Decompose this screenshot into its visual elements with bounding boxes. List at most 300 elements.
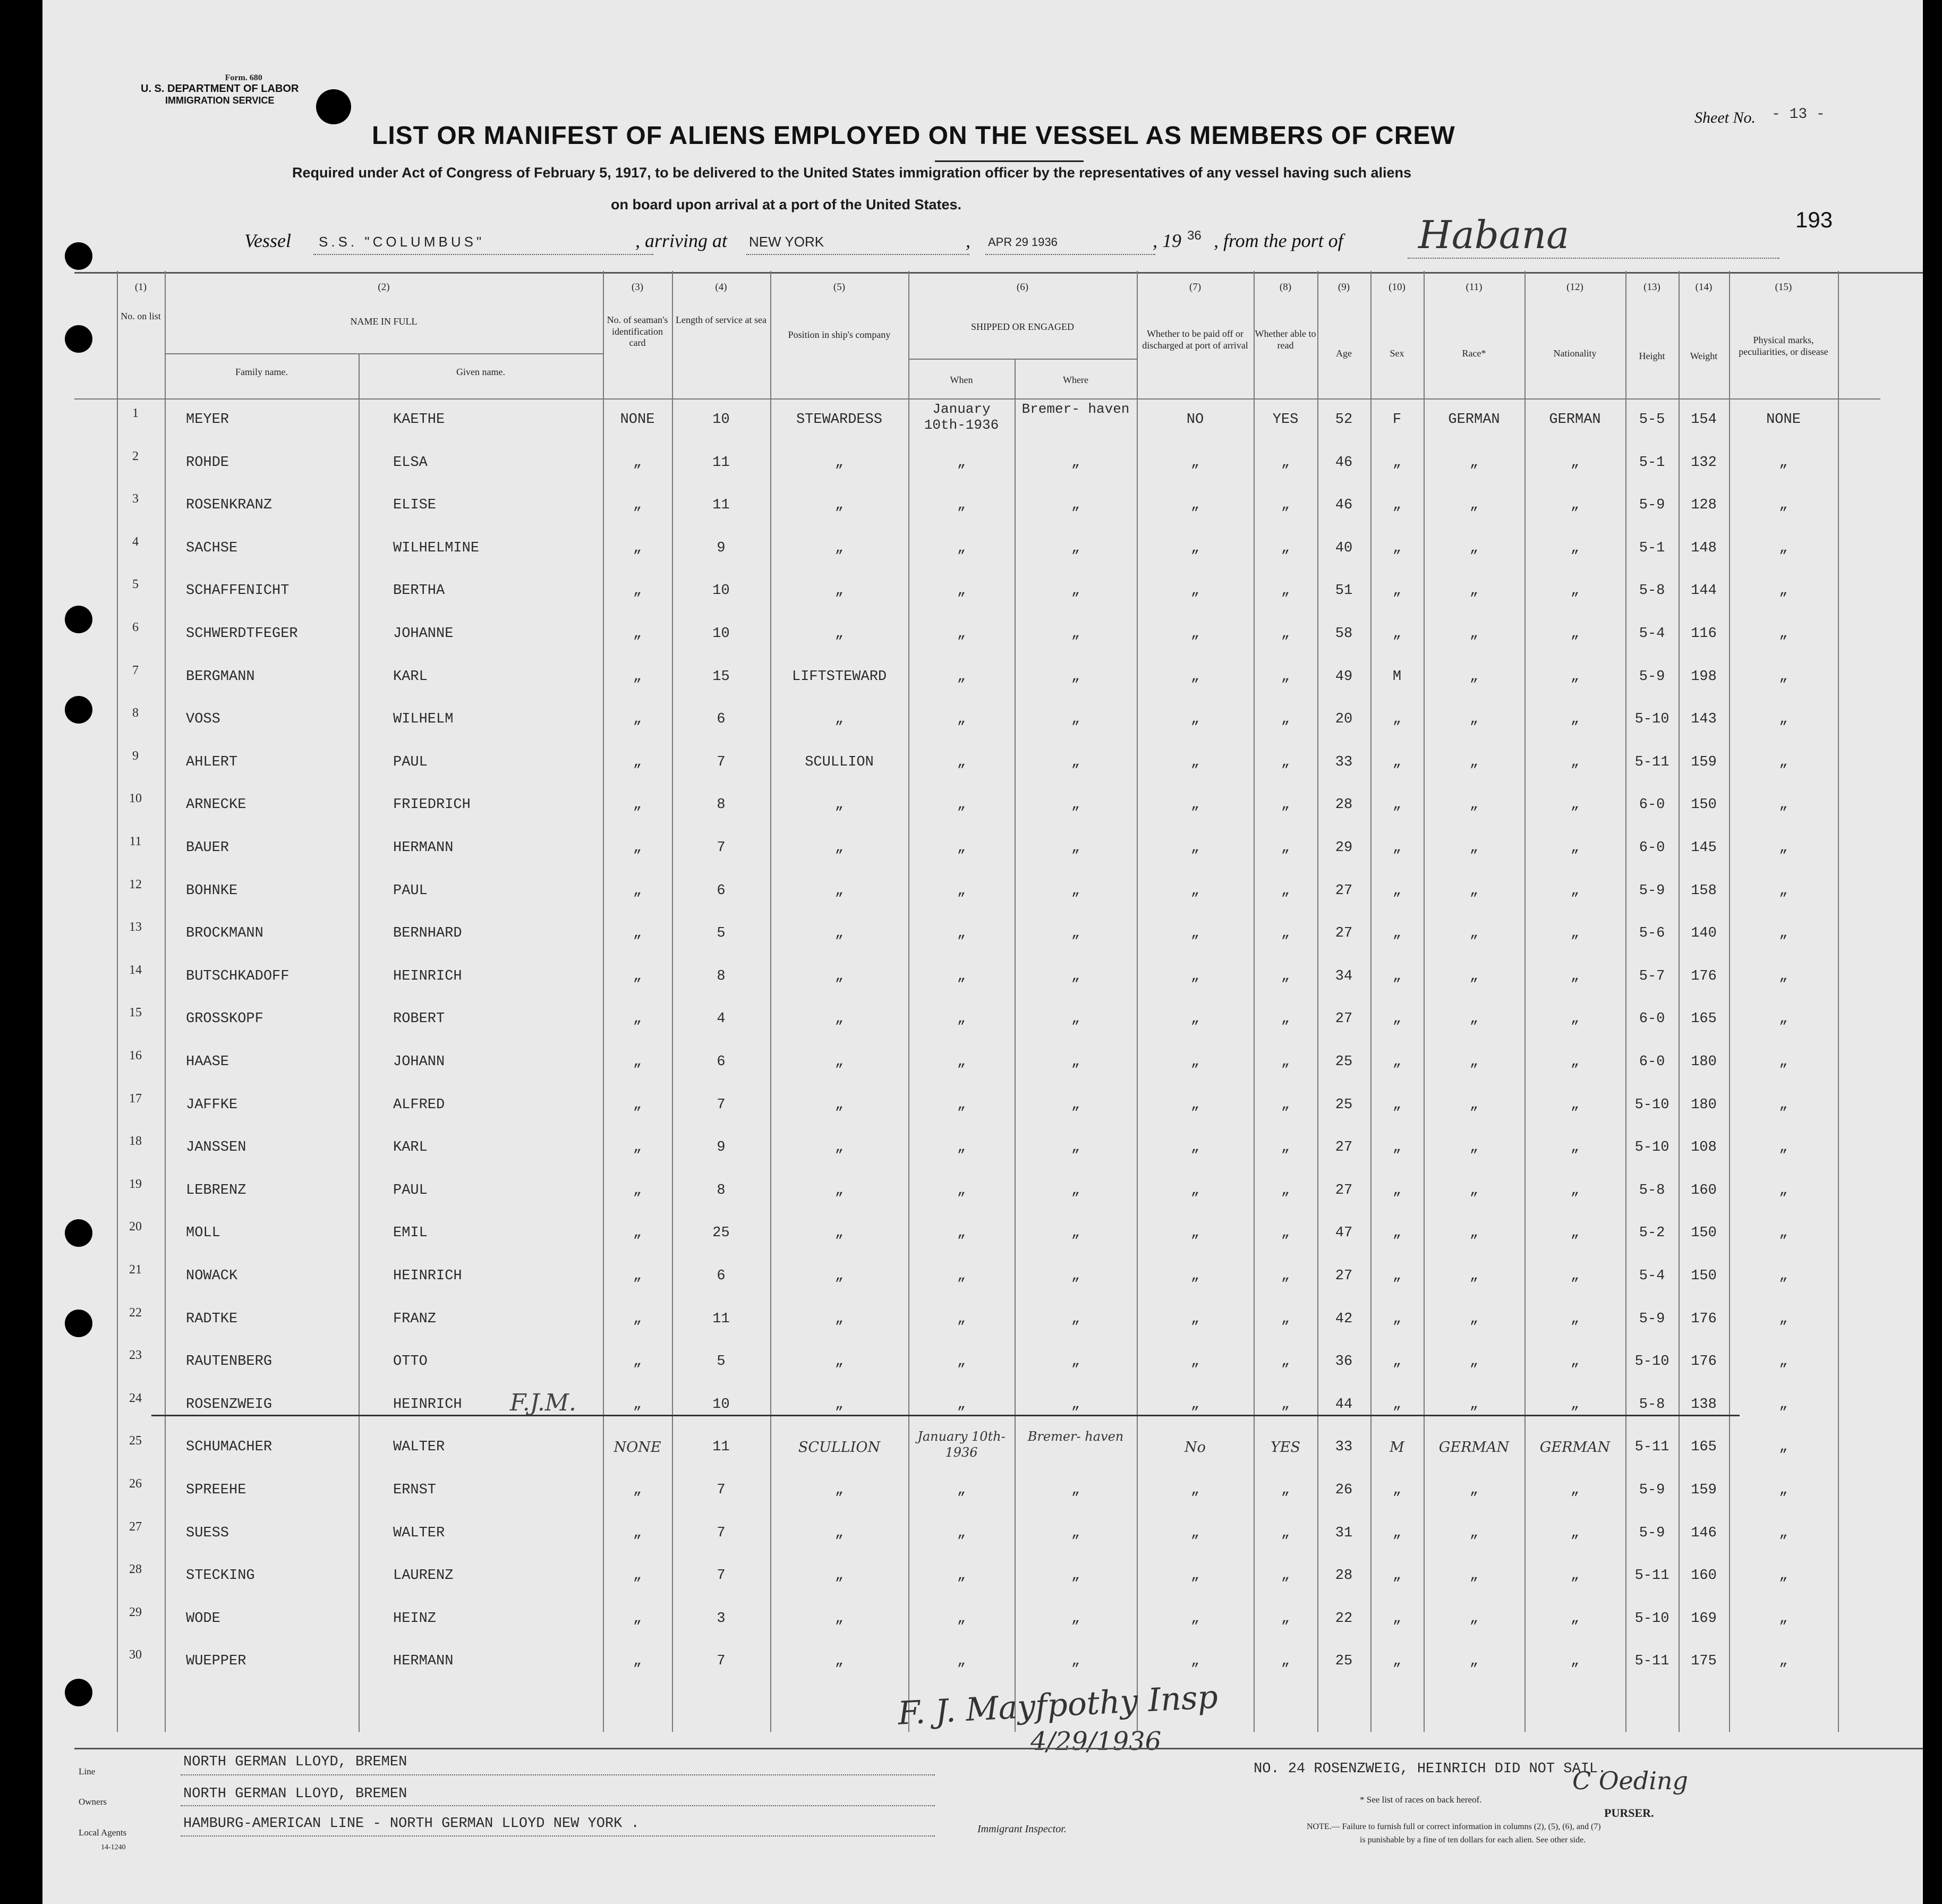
weight-cell: 158 — [1691, 882, 1717, 899]
weight-cell: 176 — [1691, 1311, 1717, 1327]
id-card-cell: NONE — [620, 412, 655, 428]
purser-signature: C Oeding — [1572, 1766, 1688, 1795]
given-name-cell: OTTO — [393, 1354, 428, 1370]
given-name-cell: EMIL — [393, 1225, 428, 1242]
position-cell: „ — [834, 626, 844, 642]
shipped-when-cell: „ — [957, 497, 966, 514]
family-name-cell: HAASE — [186, 1054, 229, 1070]
height-cell: 5-10 — [1634, 1610, 1670, 1627]
row-number: 25 — [129, 1434, 142, 1448]
dotted-line — [1408, 258, 1779, 259]
shipped-where-cell: „ — [1071, 1268, 1080, 1284]
weight-cell: 143 — [1691, 711, 1717, 728]
physical-marks-cell: „ — [1779, 1268, 1788, 1284]
shipped-where-cell: „ — [1071, 1653, 1080, 1670]
weight-cell: 150 — [1691, 1268, 1717, 1284]
age-cell: 28 — [1335, 1568, 1353, 1584]
column-divider — [1137, 271, 1138, 1732]
sex-cell: „ — [1392, 1011, 1402, 1027]
column-number: (12) — [1566, 282, 1583, 293]
able-read-cell: „ — [1281, 626, 1290, 642]
race-cell: „ — [1469, 583, 1479, 599]
age-cell: 28 — [1335, 797, 1353, 813]
age-cell: 27 — [1335, 882, 1353, 899]
family-name-cell: SCHWERDTFEGER — [186, 626, 298, 642]
row-number: 10 — [129, 792, 142, 806]
sex-cell: „ — [1392, 882, 1402, 899]
shipped-where-cell: „ — [1071, 1140, 1080, 1156]
service-length-cell: 6 — [717, 1054, 726, 1070]
height-cell: 5-6 — [1639, 925, 1665, 942]
row-number: 1 — [132, 406, 139, 420]
race-cell: „ — [1469, 1182, 1479, 1198]
header-name-in-full: NAME IN FULL — [350, 316, 418, 327]
shipped-when-cell: „ — [957, 1182, 966, 1198]
physical-marks-cell: „ — [1779, 1653, 1788, 1670]
sex-cell: „ — [1392, 1396, 1402, 1413]
column-divider — [1524, 271, 1526, 1732]
shipped-where-cell: „ — [1071, 626, 1080, 642]
service-length-cell: 4 — [717, 1011, 726, 1027]
row-number: 15 — [129, 1006, 142, 1020]
position-cell: „ — [834, 454, 844, 471]
nationality-cell: „ — [1570, 1525, 1580, 1541]
height-cell: 5-11 — [1634, 1439, 1670, 1456]
shipped-when-cell: „ — [957, 583, 966, 599]
race-cell: „ — [1469, 968, 1479, 984]
race-cell: „ — [1469, 497, 1479, 514]
shipped-when-cell: „ — [957, 1568, 966, 1584]
id-card-cell: „ — [633, 1653, 642, 1670]
column-number: (14) — [1695, 282, 1713, 293]
family-name-cell: RADTKE — [186, 1311, 238, 1327]
physical-marks-cell: „ — [1779, 1439, 1788, 1456]
position-cell: „ — [834, 1011, 844, 1027]
shipped-when-cell: „ — [957, 454, 966, 471]
punch-hole — [316, 89, 351, 124]
weight-cell: 154 — [1691, 412, 1717, 428]
shipped-where-cell: „ — [1071, 1225, 1080, 1242]
position-cell: STEWARDESS — [796, 412, 883, 428]
age-cell: 46 — [1335, 454, 1353, 471]
family-name-cell: MOLL — [186, 1225, 220, 1242]
service-length-cell: 6 — [717, 1268, 726, 1284]
nationality-cell: „ — [1570, 1354, 1580, 1370]
paid-off-cell: „ — [1190, 840, 1200, 856]
family-name-cell: SPREEHE — [186, 1482, 246, 1498]
line-value: NORTH GERMAN LLOYD, BREMEN — [183, 1754, 407, 1770]
given-name-cell: LAURENZ — [393, 1568, 454, 1584]
departure-port: Habana — [1418, 212, 1570, 257]
punch-hole — [65, 1679, 92, 1706]
id-card-cell: „ — [633, 1054, 642, 1070]
able-read-cell: „ — [1281, 925, 1290, 942]
line-label: Line — [79, 1766, 96, 1776]
id-card-cell: „ — [633, 1268, 642, 1284]
family-name-cell: STECKING — [186, 1568, 255, 1584]
weight-cell: 116 — [1691, 626, 1717, 642]
physical-marks-cell: „ — [1779, 1096, 1788, 1113]
nationality-cell: „ — [1570, 1568, 1580, 1584]
header-age: Age — [1336, 348, 1352, 359]
shipped-when-cell: „ — [957, 840, 966, 856]
paid-off-cell: „ — [1190, 1610, 1200, 1627]
paid-off-cell: „ — [1190, 1054, 1200, 1070]
family-name-cell: WUEPPER — [186, 1653, 246, 1670]
height-cell: 5-9 — [1639, 1525, 1665, 1541]
race-cell: „ — [1469, 1096, 1479, 1113]
physical-marks-cell: „ — [1779, 840, 1788, 856]
header-bottom-border — [74, 398, 1880, 400]
nationality-cell: „ — [1570, 1268, 1580, 1284]
header-race: Race* — [1462, 348, 1486, 359]
paid-off-cell: „ — [1190, 882, 1200, 899]
shipped-subheader-line — [908, 359, 1137, 360]
race-cell: „ — [1469, 626, 1479, 642]
races-note: * See list of races on back hereof. — [1360, 1795, 1482, 1805]
physical-marks-cell: „ — [1779, 668, 1788, 685]
id-card-cell: „ — [633, 454, 642, 471]
age-cell: 40 — [1335, 540, 1353, 556]
physical-marks-cell: „ — [1779, 626, 1788, 642]
family-name-cell: BUTSCHKADOFF — [186, 968, 289, 984]
position-cell: LIFTSTEWARD — [791, 668, 887, 685]
physical-marks-cell: „ — [1779, 497, 1788, 514]
nationality-cell: „ — [1570, 925, 1580, 942]
paid-off-cell: „ — [1190, 1568, 1200, 1584]
family-name-cell: BAUER — [186, 840, 229, 856]
service-length-cell: 7 — [717, 1525, 726, 1541]
year-suffix: 36 — [1187, 228, 1202, 243]
paid-off-cell: „ — [1190, 454, 1200, 471]
service-length-cell: 5 — [717, 1354, 726, 1370]
column-divider — [1424, 271, 1425, 1732]
family-name-cell: LEBRENZ — [186, 1182, 246, 1198]
purser-label: PURSER. — [1604, 1806, 1654, 1820]
able-read-cell: „ — [1281, 1482, 1290, 1498]
race-cell: „ — [1469, 454, 1479, 471]
age-cell: 27 — [1335, 1140, 1353, 1156]
race-cell: „ — [1469, 711, 1479, 728]
column-divider — [165, 271, 166, 1732]
shipped-where-cell: „ — [1071, 1610, 1080, 1627]
given-name-cell: KAETHE — [393, 412, 445, 428]
shipped-where-cell: „ — [1071, 711, 1080, 728]
paid-off-cell: „ — [1190, 797, 1200, 813]
paid-off-cell: „ — [1190, 1354, 1200, 1370]
paid-off-cell: „ — [1190, 1140, 1200, 1156]
height-cell: 6-0 — [1639, 1054, 1665, 1070]
shipped-where-cell: „ — [1071, 668, 1080, 685]
id-card-cell: „ — [633, 668, 642, 685]
row-number: 21 — [129, 1263, 142, 1277]
shipped-where-cell: „ — [1071, 1396, 1080, 1413]
family-name-cell: RAUTENBERG — [186, 1354, 272, 1370]
shipped-where-cell: „ — [1071, 1525, 1080, 1541]
race-cell: „ — [1469, 668, 1479, 685]
sex-cell: M — [1392, 668, 1402, 685]
height-cell: 5-11 — [1634, 754, 1670, 770]
sex-cell: „ — [1392, 1054, 1402, 1070]
age-cell: 27 — [1335, 925, 1353, 942]
id-card-cell: NONE — [614, 1439, 661, 1456]
nationality-cell: „ — [1570, 1482, 1580, 1498]
sheet-label: Sheet No. — [1694, 109, 1756, 126]
height-cell: 5-7 — [1639, 968, 1665, 984]
weight-cell: 144 — [1691, 583, 1717, 599]
given-name-cell: JOHANNE — [393, 626, 454, 642]
row-number: 26 — [129, 1477, 142, 1491]
row-number: 7 — [132, 663, 139, 677]
nationality-cell: „ — [1570, 1182, 1580, 1198]
column-divider — [672, 271, 673, 1732]
sex-cell: M — [1390, 1439, 1404, 1456]
row-number: 6 — [132, 620, 139, 634]
age-cell: 58 — [1335, 626, 1353, 642]
age-cell: 47 — [1335, 1225, 1353, 1242]
physical-marks-cell: „ — [1779, 882, 1788, 899]
id-card-cell: „ — [633, 1354, 642, 1370]
sex-cell: „ — [1392, 840, 1402, 856]
column-divider — [1679, 271, 1680, 1732]
column-number: (11) — [1466, 282, 1483, 293]
position-cell: „ — [834, 1182, 844, 1198]
subtitle-line-2: on board upon arrival at a port of the United States. — [611, 197, 962, 212]
position-cell: „ — [834, 540, 844, 556]
given-name-cell: ELSA — [393, 454, 428, 471]
physical-marks-cell: „ — [1779, 1054, 1788, 1070]
column-divider — [603, 271, 604, 1732]
position-cell: „ — [834, 711, 844, 728]
weight-cell: 165 — [1691, 1011, 1717, 1027]
shipped-when-cell: „ — [957, 1011, 966, 1027]
nationality-cell: GERMAN — [1549, 412, 1601, 428]
shipped-where-cell: „ — [1071, 840, 1080, 856]
given-name-cell: HERMANN — [393, 840, 454, 856]
given-name-cell: HEINRICH — [393, 1268, 462, 1284]
service-length-cell: 7 — [717, 1653, 726, 1670]
manifest-sheet — [42, 0, 1923, 1904]
arriving-label: , arriving at — [635, 230, 728, 251]
sex-cell: „ — [1392, 1653, 1402, 1670]
arrival-date-stamp: APR 29 1936 — [988, 235, 1058, 249]
given-name-cell: KARL — [393, 668, 428, 685]
race-cell: „ — [1469, 1140, 1479, 1156]
id-card-cell: „ — [633, 1525, 642, 1541]
id-card-cell: „ — [633, 711, 642, 728]
shipped-when-cell: „ — [957, 1311, 966, 1327]
header-position: Position in ship's company — [788, 329, 891, 340]
weight-cell: 128 — [1691, 497, 1717, 514]
able-read-cell: „ — [1281, 840, 1290, 856]
weight-cell: 150 — [1691, 1225, 1717, 1242]
given-name-cell: ERNST — [393, 1482, 437, 1498]
shipped-where-cell: „ — [1071, 1568, 1080, 1584]
age-cell: 42 — [1335, 1311, 1353, 1327]
paid-off-cell: „ — [1190, 754, 1200, 770]
nationality-cell: „ — [1570, 1096, 1580, 1113]
header-when: When — [950, 375, 973, 385]
weight-cell: 180 — [1691, 1096, 1717, 1113]
row-number: 29 — [129, 1605, 142, 1619]
race-cell: „ — [1469, 1653, 1479, 1670]
able-read-cell: „ — [1281, 1140, 1290, 1156]
owners-label: Owners — [79, 1797, 107, 1807]
given-name-cell: PAUL — [393, 1182, 428, 1198]
given-name-cell: HERMANN — [393, 1653, 454, 1670]
physical-marks-cell: „ — [1779, 1610, 1788, 1627]
penalty-note-1: NOTE.— Failure to furnish full or correct information in columns (2), (5), (6), and (7) — [1307, 1822, 1601, 1831]
able-read-cell: „ — [1281, 1525, 1290, 1541]
family-name-cell: BOHNKE — [186, 882, 238, 899]
header-length-service: Length of service at sea — [676, 314, 766, 325]
able-read-cell: „ — [1281, 882, 1290, 899]
arrival-port: NEW YORK — [749, 234, 824, 250]
race-cell: GERMAN — [1448, 412, 1500, 428]
family-name-cell: ROSENKRANZ — [186, 497, 272, 514]
shipped-when-cell: „ — [957, 1054, 966, 1070]
height-cell: 5-10 — [1634, 1096, 1670, 1113]
paid-off-cell: NO — [1186, 412, 1204, 428]
row-number: 17 — [129, 1091, 142, 1106]
position-cell: „ — [834, 925, 844, 942]
paid-off-cell: „ — [1190, 1525, 1200, 1541]
row-number: 27 — [129, 1519, 142, 1534]
service-length-cell: 6 — [717, 882, 726, 899]
shipped-where-cell: „ — [1071, 583, 1080, 599]
given-name-cell: WALTER — [393, 1439, 445, 1456]
race-cell: „ — [1469, 1054, 1479, 1070]
column-number: (8) — [1279, 282, 1292, 293]
header-weight: Weight — [1690, 351, 1718, 361]
service-length-cell: 15 — [712, 668, 730, 685]
sex-cell: „ — [1392, 711, 1402, 728]
nationality-cell: „ — [1570, 1653, 1580, 1670]
physical-marks-cell: „ — [1779, 1182, 1788, 1198]
owners-value: NORTH GERMAN LLOYD, BREMEN — [183, 1786, 407, 1802]
family-name-cell: ROSENZWEIG — [186, 1396, 272, 1413]
header-paid-off: Whether to be paid off or discharged at port of arrival — [1142, 328, 1248, 351]
shipped-where-cell: „ — [1071, 540, 1080, 556]
column-divider — [908, 271, 909, 1732]
shipped-when-cell: January 10th-1936 — [924, 401, 999, 433]
nationality-cell: „ — [1570, 454, 1580, 471]
able-read-cell: „ — [1281, 754, 1290, 770]
shipped-where-cell: „ — [1071, 1354, 1080, 1370]
shipped-where-cell: „ — [1071, 454, 1080, 471]
shipped-where-cell: „ — [1071, 968, 1080, 984]
position-cell: „ — [834, 1140, 844, 1156]
family-name-cell: BERGMANN — [186, 668, 255, 685]
id-card-cell: „ — [633, 968, 642, 984]
shipped-where-cell: „ — [1071, 1311, 1080, 1327]
page-number: 193 — [1795, 207, 1833, 232]
able-read-cell: YES — [1270, 1439, 1301, 1456]
able-read-cell: „ — [1281, 1011, 1290, 1027]
paid-off-cell: „ — [1190, 711, 1200, 728]
height-cell: 5-2 — [1639, 1225, 1665, 1242]
sex-cell: „ — [1392, 583, 1402, 599]
column-number: (5) — [833, 282, 846, 293]
age-cell: 26 — [1335, 1482, 1353, 1498]
paid-off-cell: „ — [1190, 626, 1200, 642]
header-sex: Sex — [1390, 348, 1404, 359]
able-read-cell: „ — [1281, 540, 1290, 556]
height-cell: 5-8 — [1639, 1396, 1665, 1413]
given-name-cell: PAUL — [393, 882, 428, 899]
given-name-cell: WILHELMINE — [393, 540, 480, 556]
nationality-cell: „ — [1570, 540, 1580, 556]
age-cell: 33 — [1335, 754, 1353, 770]
shipped-where-cell: Bremer- haven — [1021, 401, 1130, 417]
weight-cell: 176 — [1691, 1354, 1717, 1370]
sex-cell: „ — [1392, 540, 1402, 556]
id-card-cell: „ — [633, 1482, 642, 1498]
form-code: 14-1240 — [101, 1843, 126, 1851]
race-cell: „ — [1469, 1482, 1479, 1498]
id-card-cell: „ — [633, 583, 642, 599]
given-name-cell: BERNHARD — [393, 925, 462, 942]
able-read-cell: „ — [1281, 1225, 1290, 1242]
dotted-line — [181, 1835, 935, 1837]
paid-off-cell: No — [1185, 1439, 1206, 1456]
nationality-cell: „ — [1570, 1311, 1580, 1327]
height-cell: 5-10 — [1634, 711, 1670, 728]
weight-cell: 160 — [1691, 1568, 1717, 1584]
shipped-when-cell: „ — [957, 1225, 966, 1242]
row-number: 4 — [132, 534, 139, 549]
punch-hole — [65, 696, 92, 724]
height-cell: 5-10 — [1634, 1354, 1670, 1370]
position-cell: „ — [834, 1054, 844, 1070]
year-prefix: , 19 — [1153, 230, 1181, 251]
paid-off-cell: „ — [1190, 1311, 1200, 1327]
did-not-sail-note: NO. 24 ROSENZWEIG, HEINRICH DID NOT SAIL. — [1254, 1761, 1607, 1777]
physical-marks-cell: „ — [1779, 1140, 1788, 1156]
sex-cell: „ — [1392, 1311, 1402, 1327]
height-cell: 6-0 — [1639, 1011, 1665, 1027]
paid-off-cell: „ — [1190, 1396, 1200, 1413]
nationality-cell: „ — [1570, 1140, 1580, 1156]
id-card-cell: „ — [633, 925, 642, 942]
row-number: 12 — [129, 877, 142, 891]
shipped-when-cell: „ — [957, 925, 966, 942]
shipped-where-cell: „ — [1071, 1482, 1080, 1498]
column-divider — [1254, 271, 1255, 1732]
position-cell: „ — [834, 1568, 844, 1584]
age-cell: 52 — [1335, 412, 1353, 428]
age-cell: 27 — [1335, 1268, 1353, 1284]
sex-cell: „ — [1392, 454, 1402, 471]
race-cell: „ — [1469, 840, 1479, 856]
paid-off-cell: „ — [1190, 1268, 1200, 1284]
row-number: 9 — [132, 749, 139, 763]
service-length-cell: 10 — [712, 583, 730, 599]
immigrant-inspector-label: Immigrant Inspector. — [977, 1823, 1067, 1835]
race-cell: „ — [1469, 540, 1479, 556]
paid-off-cell: „ — [1190, 1011, 1200, 1027]
punch-hole — [65, 1219, 92, 1247]
given-name-cell: BERTHA — [393, 583, 445, 599]
physical-marks-cell: „ — [1779, 968, 1788, 984]
column-number: (3) — [631, 282, 644, 293]
position-cell: „ — [834, 1482, 844, 1498]
race-cell: „ — [1469, 1225, 1479, 1242]
footer-top-border — [74, 1748, 1923, 1749]
physical-marks-cell: „ — [1779, 1482, 1788, 1498]
nationality-cell: „ — [1570, 1054, 1580, 1070]
weight-cell: 180 — [1691, 1054, 1717, 1070]
